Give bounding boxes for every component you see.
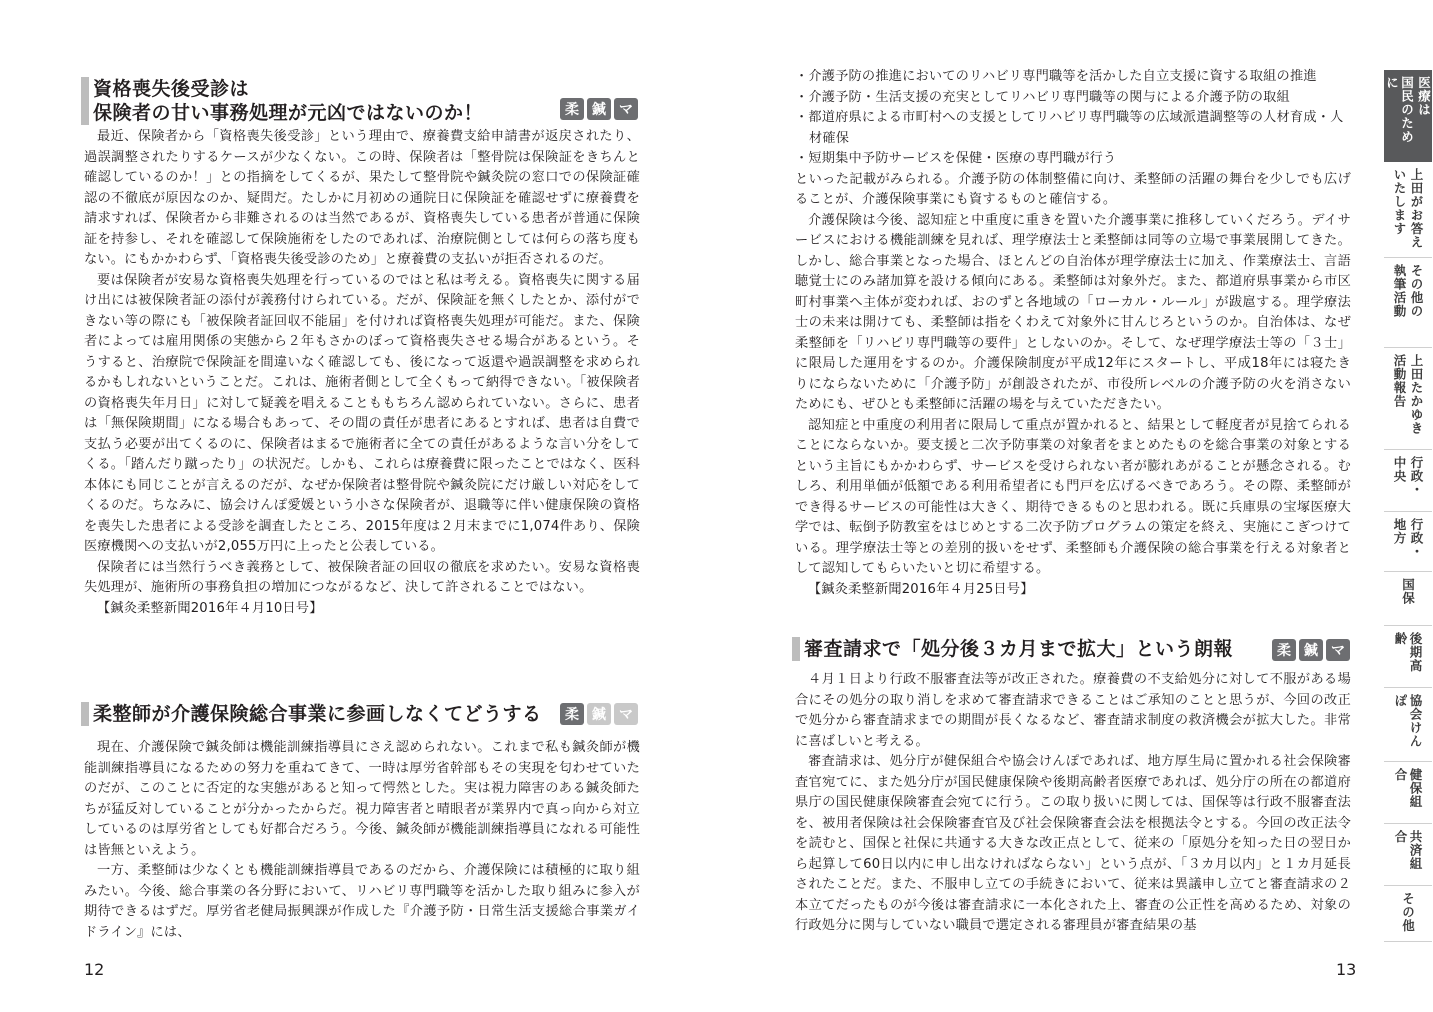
tab-late-elderly[interactable]: 後期高齢	[1384, 626, 1432, 688]
tab-health-insurance-union[interactable]: 健保組合	[1384, 762, 1432, 824]
paragraph: 保険者には当然行うべき義務として、被保険者証の回収の徹底を求めたい。安易な資格喪失処理が、施術所の事務負担の増加につながるなど、決して許されることではない。	[84, 559, 640, 595]
heading-bar	[792, 637, 800, 661]
tab-admin-central[interactable]: 行政・ 中央	[1384, 450, 1432, 512]
tab-medical-for-people[interactable]: 医療は 国民のために	[1384, 70, 1432, 162]
article-title-line1: 資格喪失後受診は	[93, 78, 250, 100]
article-title: 審査請求で「処分後３カ月まで拡大」という朗報	[804, 638, 1234, 660]
tab-admin-local[interactable]: 行政・ 地方	[1384, 512, 1432, 572]
heading-bar	[81, 77, 89, 125]
article-title: 柔整師が介護保険総合事業に参画しなくてどうする	[93, 703, 542, 725]
tab-mutual-aid[interactable]: 共済組合	[1384, 824, 1432, 886]
badge-acupuncture: 鍼	[1299, 639, 1323, 661]
tab-other-writings[interactable]: その他の 執筆活動	[1384, 258, 1432, 348]
tab-other[interactable]: その他	[1384, 886, 1432, 942]
tab-kyokai-kenpo[interactable]: 協会けんぽ	[1384, 688, 1432, 762]
list-item: ・短期集中予防サービスを保健・医療の専門職が行う	[795, 151, 1117, 166]
page-number: 13	[1336, 960, 1357, 979]
paragraph: 最近、保険者から「資格喪失後受診」という理由で、療養費支給申請書が返戻されたり、過誤調整されたりするケースが少なくない。この時、保険者は「整骨院は保険証をきちんと確認しているのか！」との指摘をしてくるが、果たして整骨院や鍼灸院の窓口での保険証確認の不徹底が原因なのか、疑問だ。たしかに月初めの通院日に保険証を確認せずに療養費を請求すれば、保険者から非難されるのは当然であるが、資格喪失している患者が普通に保険証を持参し、それを確認して保険施術をしたのであれば、治療院側としては何らの落ち度もない。にもかかわらず、「資格喪失後受診のため」と療養費の支払いが拒否されるのだ。	[84, 129, 640, 267]
article-body-continued	[795, 67, 1351, 600]
paragraph: ４月１日より行政不服審査法等が改正された。療養費の不支給処分に対して不服がある場合にその処分の取り消しを求めて審査請求できることはご承知のことと思うが、今回の改正で処分から審査請求までの期間が長くなるなど、審査請求制度の救済機会が拡大した。非常に喜ばしいと考える。	[795, 672, 1351, 749]
paragraph: 要は保険者が安易な資格喪失処理を行っているのではと私は考える。資格喪失に関する届け出には被保険者証の添付が義務付けられている。だが、保険証を無くしたとか、添付ができない等の際にも「被保険者証回収不能届」を付ければ資格喪失処理が可能だ。また、保険者によっては雇用関係の実態から２年もさかのぼって資格喪失させる場合があるという。そうすると、治療院で保険証を間違いなく確認しても、後になって返還や過誤調整を求められるかもしれないということだ。これは、施術者側として全くもって納得できない。「被保険者の資格喪失年月日」に対して疑義を唱えることももちろん認められていない。さらに、患者は「無保険期間」になる場合もあって、その間の責任が患者にあるとすれば、患者は自費で支払う必要が出てくるのに、保険者はまるで施術者に全ての責任があるような言い分をしてくる。「踏んだり蹴ったり」の状況だ。しかも、これらは療養費に限ったことではなく、医科本体にも同じことが言えるのだが、なぜか保険者は整骨院や鍼灸院にだけ厳しい対応をしてくるのだ。ちなみに、協会けんぽ愛媛という小さな保険者が、退職等に伴い健康保険の資格を喪失した患者による受診を調査したところ、2015年度は２月末までに1,074件あり、保険医療機関への支払いが2,055万円に上ったと公表している。	[84, 272, 640, 554]
tab-activity-report[interactable]: 上田たかゆき 活動報告	[1384, 348, 1432, 450]
article-heading-1	[81, 77, 483, 125]
tab-national-health-insurance[interactable]: 国保	[1384, 572, 1432, 626]
category-badges-1	[560, 98, 638, 120]
list-item: ・介護予防・生活支援の充実としてリハビリ専門職等の関与による介護予防の取組	[795, 89, 1290, 105]
badge-judo: 柔	[560, 98, 584, 120]
article-heading-2	[81, 702, 542, 726]
badge-massage: マ	[1326, 639, 1350, 661]
paragraph: 介護保険は今後、認知症と中重度に重きを置いた介護事業に推移していくだろう。デイサービスにおける機能訓練を見れば、理学療法士と柔整師は同等の立場で事業展開してきた。しかし、総合事業となった場合、ほとんどの自治体が理学療法士に加え、作業療法士、言語聴覚士にのみ諸加算を設ける傾向にある。柔整師は対象外だ。また、都道府県事業から市区町村事業へ主体が変われば、おのずと各地域の「ローカル・ルール」が跋扈する。理学療法士の未来は開けても、柔整師は指をくわえて対象外に甘んじろというのか。自治体は、なぜ柔整師を「リハビリ専門職等の要件」としないのか。そして、なぜ理学療法士等の「３士」に限局した運用をするのか。介護保険制度が平成12年にスタートし、平成18年には寝たきりにならないために「介護予防」が創設されたが、市役所レベルの介護予防の火を消さないためにも、ぜひとも柔整師に活躍の場を与えていただきたい。	[795, 212, 1351, 412]
bullet-list	[795, 67, 1351, 170]
tab-ueda-answers[interactable]: 上田がお答え いたします	[1384, 162, 1432, 258]
source-citation: 【鍼灸柔整新聞2016年４月25日号】	[808, 581, 1034, 597]
heading-bar	[81, 702, 89, 726]
paragraph: 現在、介護保険で鍼灸師は機能訓練指導員にさえ認められない。これまで私も鍼灸師が機能訓練指導員になるための努力を重ねてきて、一時は厚労省幹部もその実現を匂わせていたのだが、このことに否定的な実態があると知って愕然とした。実は視力障害のある鍼灸師たちが猛反対していることが分かったからだ。視力障害者と晴眼者が業界内で真っ向から対立しているのは厚労省としても好都合だろう。今後、鍼灸師が機能訓練指導員になれる可能性は皆無といえよう。	[84, 740, 640, 858]
article-title-line2: 保険者の甘い事務処理が元凶ではないのか！	[93, 102, 484, 124]
article-body-1	[84, 127, 640, 619]
paragraph: といった記載がみられる。介護予防の体制整備に向け、柔整師の活躍の舞台を少しでも広げることが、介護保険事業にも資するものと確信する。	[795, 171, 1351, 207]
category-badges-2	[560, 703, 638, 725]
paragraph: 認知症と中重度の利用者に限局して重点が置かれると、結果として軽度者が見捨てられることにならないか。要支援と二次予防事業の対象者をまとめたものを総合事業の対象とするという主旨にもかかわらず、サービスを受けられない者が膨れあがることが懸念される。むしろ、利用単価が低額である利用希望者にも門戸を広げるべきであろう。その際、柔整師ができ得るサービスの可能性は大きく、期待できるものと思われる。既に兵庫県の宝塚医療大学では、転倒予防教室をはじめとする二次予防プログラムの策定を終え、実施にこぎつけている。理学療法士等との差別的扱いをせず、柔整師も介護保険の総合事業を行える対象者として認知してもらいたいと切に希望する。	[795, 417, 1351, 576]
right-page	[716, 0, 1433, 1012]
category-badges-3	[1272, 639, 1350, 661]
badge-acupuncture: 鍼	[587, 703, 611, 725]
badge-acupuncture: 鍼	[587, 98, 611, 120]
badge-judo: 柔	[1272, 639, 1296, 661]
badge-massage: マ	[614, 703, 638, 725]
list-item: ・都道府県による市町村への支援としてリハビリ専門職等の広域派遣調整等の人材育成・人材確保	[795, 110, 1344, 146]
article-body-2	[84, 738, 640, 943]
article-heading-3	[792, 637, 1233, 661]
badge-judo: 柔	[560, 703, 584, 725]
source-citation: 【鍼灸柔整新聞2016年４月10日号】	[97, 600, 323, 616]
paragraph: 審査請求は、処分庁が健保組合や協会けんぽであれば、地方厚生局に置かれる社会保険審査官宛てに、また処分庁が国民健康保険や後期高齢者医療であれば、処分庁の所在の都道府県庁の国民健康保険審査会宛てに行う。この取り扱いに関しては、国保等は行政不服審査法を、被用者保険は社会保険審査官及び社会保険審査会法を根拠法令とする。今回の改正法令を読むと、国保と社保に共通する大きな改正点として、従来の「原処分を知った日の翌日から起算して60日以内に申し出なければならない」という点が、「３カ月以内」と１カ月延長されたことだ。また、不服申し立ての手続きにおいて、従来は異議申し立てと審査請求の２本立てだったものが今後は審査請求に一本化された上、審査の公正性を高めるため、対象の行政処分に関与していない職員で選定される審理員が審査結果の基	[795, 754, 1351, 933]
badge-massage: マ	[614, 98, 638, 120]
list-item: ・介護予防の推進においてのリハビリ専門職等を活かした自立支援に資する取組の推進	[795, 69, 1317, 84]
side-index-tabs	[1384, 70, 1433, 942]
left-page	[0, 0, 716, 1012]
paragraph: 一方、柔整師は少なくとも機能訓練指導員であるのだから、介護保険には積極的に取り組みたい。今後、総合事業の各分野において、リハビリ専門職等を活かした取り組みに参入が期待できるはずだ。厚労省老健局振興課が作成した『介護予防・日常生活支援総合事業ガイドライン』には、	[84, 863, 640, 940]
article-body-3	[795, 670, 1351, 937]
page-number: 12	[84, 960, 105, 979]
